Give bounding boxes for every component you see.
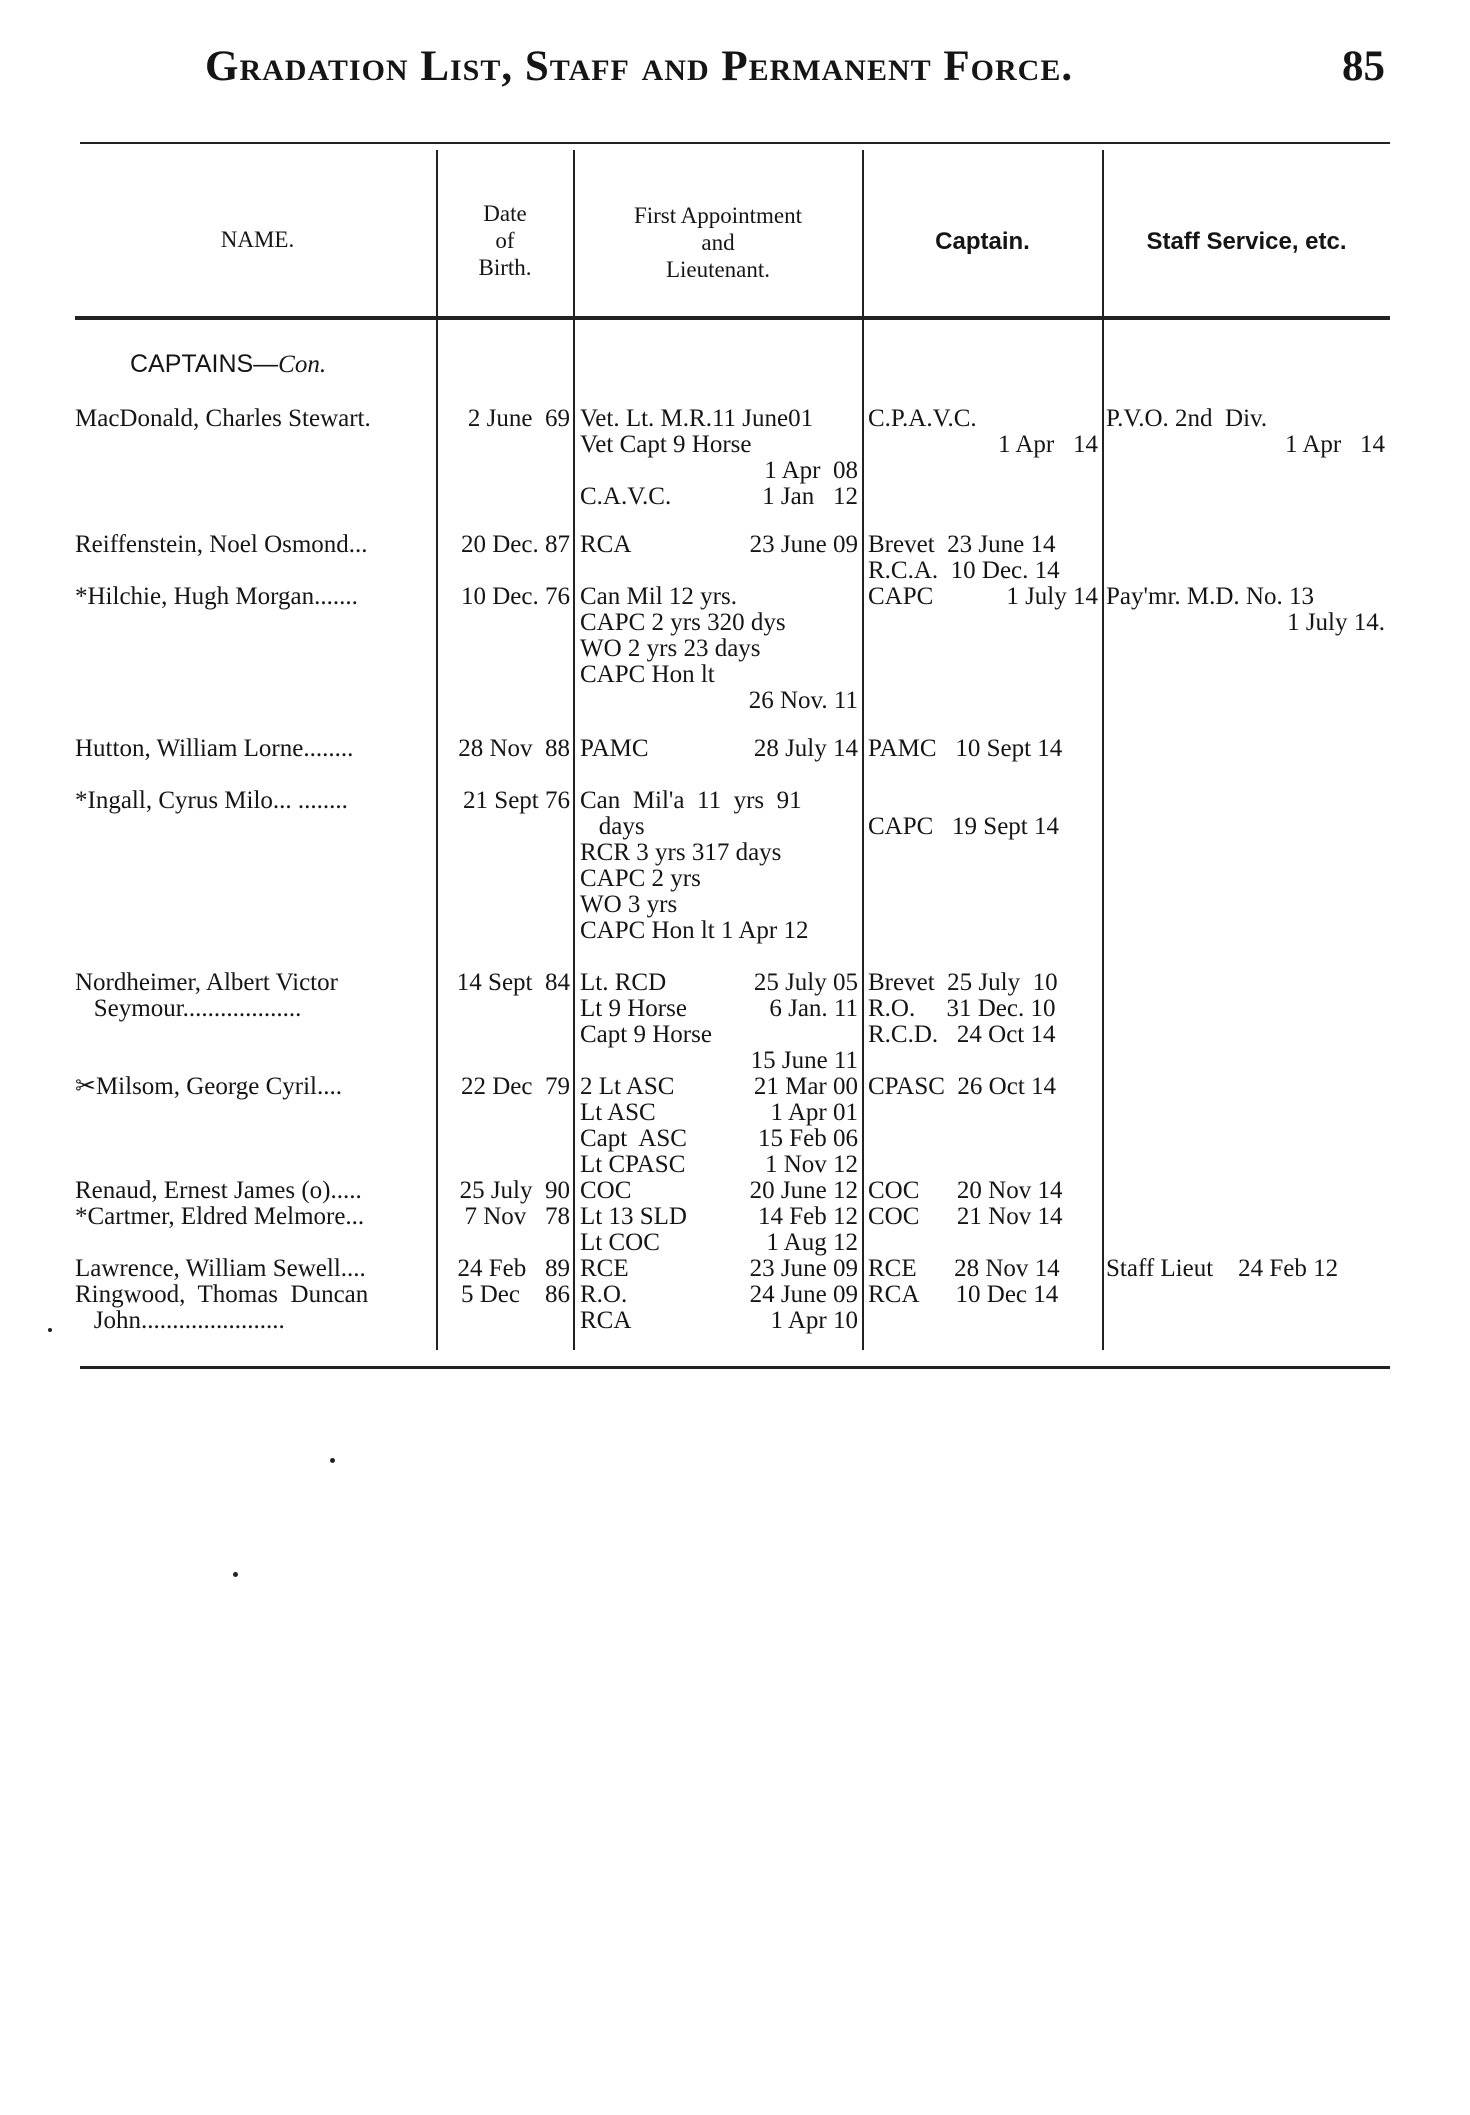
captain-entry: R.C.D. 24 Oct 14 <box>868 1021 1056 1048</box>
col-name-label: NAME. <box>220 227 295 252</box>
officer-name: Lawrence, William Sewell.... <box>75 1255 366 1282</box>
bottom-rule <box>80 1366 1390 1369</box>
appointment-date: 15 Feb 06 <box>758 1125 858 1152</box>
appointment-entry: WO 2 yrs 23 days <box>580 635 761 662</box>
appointment-entry: Lt CPASC <box>580 1151 686 1178</box>
captain-entry: RCA 10 Dec 14 <box>868 1281 1059 1308</box>
scan-speck <box>330 1458 335 1463</box>
page-number: 85 <box>1342 43 1385 90</box>
col-dob-heading <box>438 200 572 281</box>
appointment-entry: RCE <box>580 1255 629 1282</box>
appointment-entry: Lt. RCD <box>580 969 667 996</box>
captain-entry: COC 20 Nov 14 <box>868 1177 1063 1204</box>
officer-name: *Cartmer, Eldred Melmore... <box>75 1203 365 1230</box>
captain-entry: COC 21 Nov 14 <box>868 1203 1063 1230</box>
officer-name: Ringwood, Thomas Duncan <box>75 1281 369 1308</box>
date-of-birth: 14 Sept 84 <box>456 969 570 996</box>
column-divider-1 <box>436 150 438 1350</box>
date-of-birth: 22 Dec 79 <box>461 1073 570 1100</box>
staff-service-date: 1 Apr 14 <box>1285 431 1385 458</box>
appointment-date: 20 June 12 <box>749 1177 858 1204</box>
appointment-date: 14 Feb 12 <box>758 1203 858 1230</box>
appointment-entry: Lt ASC <box>580 1099 656 1126</box>
date-of-birth: 7 Nov 78 <box>464 1203 570 1230</box>
appointment-date: 28 July 14 <box>753 735 858 762</box>
appointment-entry: R.O. <box>580 1281 628 1308</box>
staff-service-entry: Pay'mr. M.D. No. 13 <box>1106 583 1314 610</box>
appointment-entry: RCA <box>580 531 632 558</box>
column-divider-3 <box>862 150 864 1350</box>
appointment-entry: C.A.V.C. <box>580 483 672 510</box>
officer-name: Nordheimer, Albert Victor <box>75 969 338 996</box>
appointment-date: 21 Mar 00 <box>753 1073 858 1100</box>
appointment-entry: COC <box>580 1177 632 1204</box>
col-captain-label: Captain. <box>935 228 1030 255</box>
date-of-birth: 25 July 90 <box>459 1177 570 1204</box>
appointment-entry: CAPC 2 yrs <box>580 865 701 892</box>
captain-entry: RCE 28 Nov 14 <box>868 1255 1060 1282</box>
captain-entry: PAMC 10 Sept 14 <box>868 735 1063 762</box>
col-dob-line-3: Birth. <box>478 255 532 280</box>
appointment-entry: Capt 9 Horse <box>580 1021 712 1048</box>
scan-speck <box>48 1328 52 1332</box>
appointment-date: 1 Apr 10 <box>770 1307 858 1334</box>
date-of-birth: 2 June 69 <box>467 405 570 432</box>
appointment-date: 1 Aug 12 <box>766 1229 858 1256</box>
col-staff-heading <box>1104 228 1389 255</box>
appointment-entry: days <box>580 813 645 840</box>
running-header <box>205 42 1385 102</box>
captain-entry: R.C.A. 10 Dec. 14 <box>868 557 1060 584</box>
appointment-entry: PAMC <box>580 735 649 762</box>
col-captain-heading <box>864 228 1101 255</box>
appointment-date: 6 Jan. 11 <box>769 995 858 1022</box>
appointment-date: 1 Jan 12 <box>762 483 858 510</box>
officer-name: Reiffenstein, Noel Osmond... <box>75 531 368 558</box>
running-head-title: Gradation List, Staff and Permanent Force. <box>205 43 1074 90</box>
section-label: CAPTAINS— <box>130 350 279 378</box>
date-of-birth: 20 Dec. 87 <box>461 531 570 558</box>
col-appt-heading <box>575 202 861 283</box>
appointment-date: 26 Nov. 11 <box>748 687 858 714</box>
appointment-entry: Capt ASC <box>580 1125 687 1152</box>
appointment-entry: CAPC 2 yrs 320 dys <box>580 609 786 636</box>
col-appt-line-1: First Appointment <box>633 203 803 228</box>
appointment-entry: RCA <box>580 1307 632 1334</box>
captain-entry: CPASC 26 Oct 14 <box>868 1073 1057 1100</box>
officer-name: Seymour................... <box>75 995 302 1022</box>
captain-entry: CAPC 19 Sept 14 <box>868 813 1060 840</box>
date-of-birth: 28 Nov 88 <box>458 735 570 762</box>
col-dob-line-2: of <box>495 228 515 253</box>
staff-service-entry: Staff Lieut 24 Feb 12 <box>1106 1255 1339 1282</box>
appointment-date: 15 June 11 <box>750 1047 858 1074</box>
captain-entry: Brevet 25 July 10 <box>868 969 1058 996</box>
staff-service-date: 1 July 14. <box>1287 609 1385 636</box>
appointment-entry: CAPC Hon lt <box>580 661 715 688</box>
top-rule <box>80 142 1390 144</box>
appointment-entry: CAPC Hon lt 1 Apr 12 <box>580 917 809 944</box>
appointment-entry: Lt 9 Horse <box>580 995 687 1022</box>
officer-name: *Ingall, Cyrus Milo... ........ <box>75 787 348 814</box>
date-of-birth: 5 Dec 86 <box>461 1281 570 1308</box>
date-of-birth: 24 Feb 89 <box>457 1255 570 1282</box>
appointment-entry: Lt 13 SLD <box>580 1203 687 1230</box>
column-divider-2 <box>573 150 575 1350</box>
appointment-date: 24 June 09 <box>749 1281 858 1308</box>
appointment-date: 23 June 09 <box>749 1255 858 1282</box>
column-divider-4 <box>1102 150 1104 1350</box>
appointment-date: 1 Apr 01 <box>770 1099 858 1126</box>
officer-name: ✂Milsom, George Cyril.... <box>75 1073 343 1100</box>
appointment-entry: Vet. Lt. M.R.11 June01 <box>580 405 814 432</box>
col-appt-line-3: Lieutenant. <box>665 257 771 282</box>
section-heading <box>130 350 326 379</box>
section-suffix: Con. <box>278 351 327 378</box>
scan-speck <box>233 1572 238 1577</box>
officer-name: John....................... <box>75 1307 285 1334</box>
captain-entry: Brevet 23 June 14 <box>868 531 1056 558</box>
col-name-heading <box>80 226 435 253</box>
officer-name: Hutton, William Lorne........ <box>75 735 354 762</box>
staff-service-entry: P.V.O. 2nd Div. <box>1106 405 1268 432</box>
captain-entry: C.P.A.V.C. <box>868 405 977 432</box>
col-appt-line-2: and <box>701 230 735 255</box>
appointment-date: 25 July 05 <box>753 969 858 996</box>
appointment-entry: RCR 3 yrs 317 days <box>580 839 782 866</box>
captain-date: 1 July 14 <box>1006 583 1098 610</box>
appointment-entry: WO 3 yrs <box>580 891 678 918</box>
captain-entry: R.O. 31 Dec. 10 <box>868 995 1056 1022</box>
appointment-entry: Can Mil 12 yrs. <box>580 583 737 610</box>
officer-name: Renaud, Ernest James (o)..... <box>75 1177 362 1204</box>
appointment-date: 1 Apr 08 <box>764 457 858 484</box>
appointment-entry: Lt COC <box>580 1229 660 1256</box>
appointment-entry: Can Mil'a 11 yrs 91 <box>580 787 802 814</box>
appointment-entry: Vet Capt 9 Horse <box>580 431 752 458</box>
officer-name: *Hilchie, Hugh Morgan....... <box>75 583 358 610</box>
captain-entry: CAPC <box>868 583 934 610</box>
col-staff-label: Staff Service, etc. <box>1146 228 1347 255</box>
captain-date: 1 Apr 14 <box>998 431 1098 458</box>
appointment-date: 23 June 09 <box>749 531 858 558</box>
col-dob-line-1: Date <box>483 201 527 226</box>
date-of-birth: 21 Sept 76 <box>463 787 570 814</box>
header-rule <box>75 316 1390 320</box>
appointment-entry: 2 Lt ASC <box>580 1073 675 1100</box>
date-of-birth: 10 Dec. 76 <box>461 583 570 610</box>
officer-name: MacDonald, Charles Stewart. <box>75 405 371 432</box>
appointment-date: 1 Nov 12 <box>764 1151 858 1178</box>
